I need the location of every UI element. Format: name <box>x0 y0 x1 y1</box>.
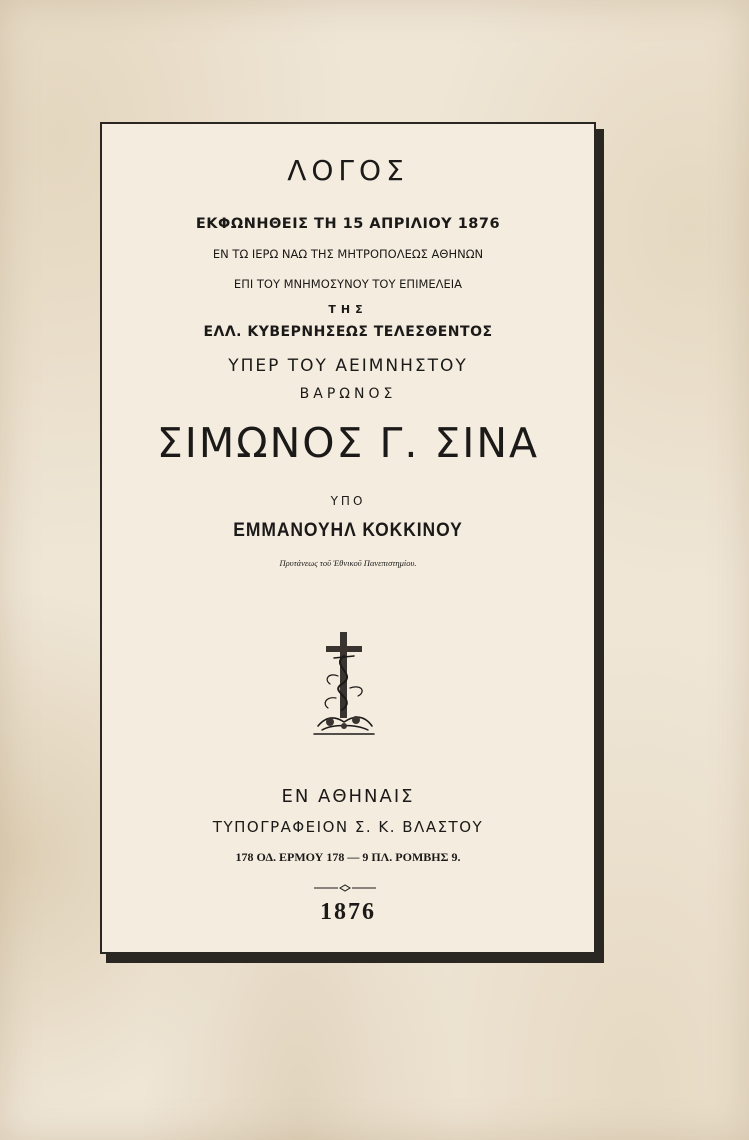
honoree-name: ΣΙΜΩΝΟΣ Γ. ΣΙΝΑ <box>156 419 540 467</box>
place-line: ΕΝ ΤΩ ΙΕΡΩ ΝΑΩ ΤΗΣ ΜΗΤΡΟΠΟΛΕΩΣ ΑΘΗΝΩΝ <box>212 247 484 261</box>
publication-year: 1876 <box>320 899 376 925</box>
author-title: Πρυτάνεως τοῦ Ἐθνικοῦ Πανεπιστημίου. <box>279 558 417 568</box>
of-line: ΤΗΣ <box>328 303 368 316</box>
title-page-frame <box>100 122 596 954</box>
publication-city: ΕΝ ΑΘΗΝΑΙΣ <box>281 786 415 807</box>
occasion-line: ΕΠΙ ΤΟΥ ΜΝΗΜΟΣΥΝΟΥ ΤΟΥ ΕΠΙΜΕΛΕΙΑ <box>233 277 463 291</box>
ornamental-divider <box>314 883 376 893</box>
author-name: ΕΜΜΑΝΟΥΗΛ ΚΟΚΚΙΝΟΥ <box>233 520 463 541</box>
printer-name: ΤΥΠΟΓΡΑΦΕΙΟΝ Σ. Κ. ΒΛΑΣΤΟΥ <box>212 818 484 836</box>
printer-address: 178 ΟΔ. ΕΡΜΟΥ 178 — 9 ΠΛ. ΡΟΜΒΗΣ 9. <box>235 850 461 864</box>
by-line: ΥΠΟ <box>330 494 366 508</box>
government-line: ΕΛΛ. ΚΥΒΕΡΝΗΣΕΩΣ ΤΕΛΕΣΘΕΝΤΟΣ <box>203 324 493 340</box>
delivery-date-line: ΕΚΦΩΝΗΘΕΙΣ ΤΗ 15 ΑΠΡΙΛΙΟΥ 1876 <box>195 216 501 232</box>
cross-with-vines-icon <box>308 626 380 738</box>
baron-line: ΒΑΡΩΝΟΣ <box>299 386 397 402</box>
dedication-line: ΥΠΕΡ ΤΟΥ ΑΕΙΜΝΗΣΤΟΥ <box>228 356 468 376</box>
document-title: ΛΟΓΟΣ <box>287 154 409 187</box>
